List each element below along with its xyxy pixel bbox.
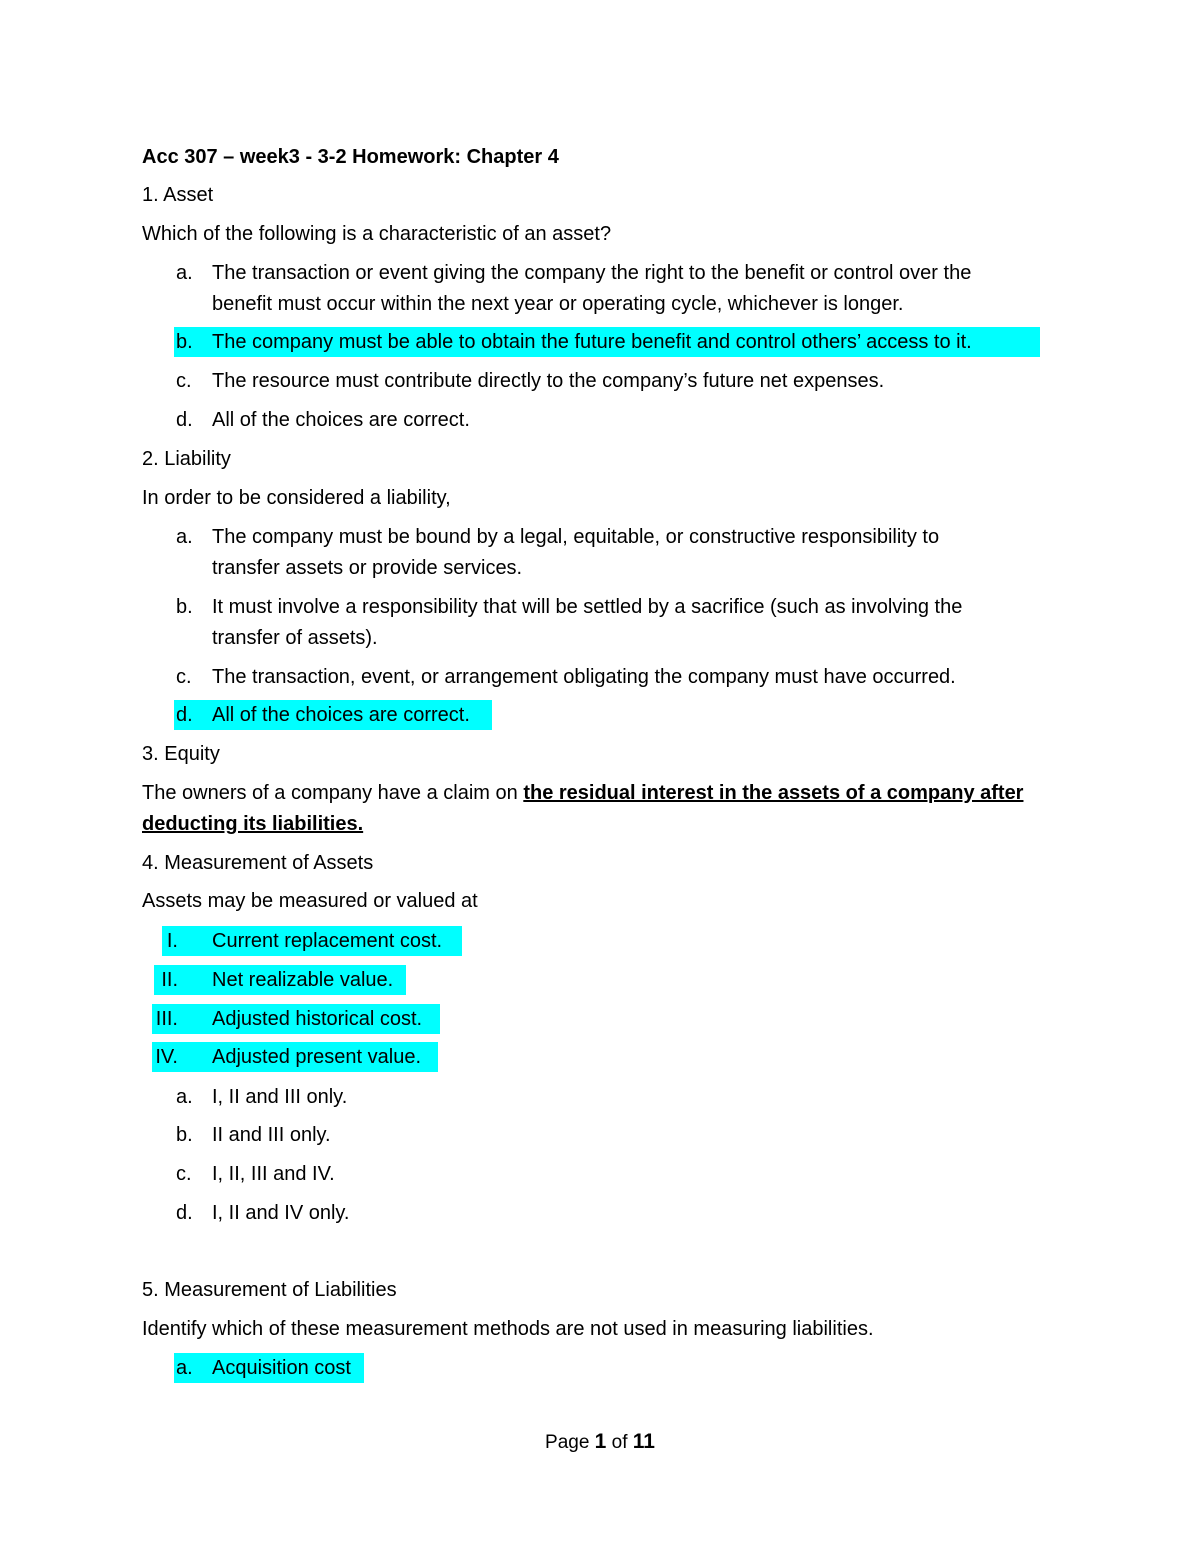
footer-middle: of xyxy=(606,1432,633,1453)
option-text: I, II and IV only. xyxy=(212,1202,350,1224)
q4-option-b xyxy=(142,1120,1072,1151)
q1-question: Which of the following is a characteristic of an asset? xyxy=(142,223,612,245)
option-text: All of the choices are correct. xyxy=(212,704,470,726)
roman-marker: III. xyxy=(155,1008,178,1030)
q5-question: Identify which of these measurement methods are not used in measuring liabilities. xyxy=(142,1318,874,1340)
option-marker: a. xyxy=(176,1086,193,1108)
q2-option-d xyxy=(142,700,1072,731)
q2-heading: 2. Liability xyxy=(142,448,231,470)
option-marker: d. xyxy=(176,409,193,431)
option-marker: b. xyxy=(176,596,193,618)
option-text: I, II and III only. xyxy=(212,1086,348,1108)
option-marker: c. xyxy=(176,370,192,392)
option-text-line2: transfer assets or provide services. xyxy=(212,557,523,579)
roman-text: Adjusted present value. xyxy=(212,1046,422,1068)
option-marker: b. xyxy=(176,331,193,353)
option-text: The transaction, event, or arrangement obligating the company must have occurred. xyxy=(212,666,956,688)
option-text-line2: transfer of assets). xyxy=(212,627,378,649)
page-footer xyxy=(0,1430,1200,1454)
option-marker: c. xyxy=(176,666,192,688)
q2-option-a xyxy=(142,522,1072,584)
option-marker: a. xyxy=(176,262,193,284)
q4-heading: 4. Measurement of Assets xyxy=(142,852,374,874)
q4-option-a xyxy=(142,1082,1072,1113)
q1-heading: 1. Asset xyxy=(142,184,214,206)
option-text: II and III only. xyxy=(212,1124,331,1146)
q4-roman-item xyxy=(142,965,1072,996)
option-marker: d. xyxy=(176,1202,193,1224)
q1-option-c xyxy=(142,366,1072,397)
option-marker: a. xyxy=(176,1357,193,1379)
option-text-line1: The company must be bound by a legal, equitable, or constructive responsibility to xyxy=(212,526,940,548)
footer-total-pages: 11 xyxy=(632,1430,655,1453)
document-title: Acc 307 – week3 - 3-2 Homework: Chapter 4 xyxy=(142,146,559,168)
option-text: The resource must contribute directly to the company’s future net expenses. xyxy=(212,370,885,392)
roman-marker: I. xyxy=(166,930,178,952)
q1-option-a xyxy=(142,258,1072,320)
option-marker: b. xyxy=(176,1124,193,1146)
option-text: I, II, III and IV. xyxy=(212,1163,335,1185)
option-text-line2: benefit must occur within the next year or operating cycle, whichever is longer. xyxy=(212,293,904,315)
roman-text: Adjusted historical cost. xyxy=(212,1008,423,1030)
option-text-line1: The transaction or event giving the company the right to the benefit or control over the xyxy=(212,262,972,284)
roman-marker: IV. xyxy=(155,1046,178,1068)
q1-option-d xyxy=(142,405,1072,436)
q3-answer-line2: deducting its liabilities. xyxy=(142,813,364,835)
option-marker: a. xyxy=(176,526,193,548)
q4-roman-item xyxy=(142,926,1072,957)
q4-option-c xyxy=(142,1159,1072,1190)
option-text: Acquisition cost xyxy=(212,1357,351,1379)
option-text-line1: It must involve a responsibility that will be settled by a sacrifice (such as involving the xyxy=(212,596,963,618)
q3-heading: 3. Equity xyxy=(142,743,220,765)
q3-question-prefix: The owners of a company have a claim on xyxy=(142,782,524,804)
roman-text: Current replacement cost. xyxy=(212,930,443,952)
option-text: The company must be able to obtain the future benefit and control others’ access to it. xyxy=(212,331,972,353)
roman-marker: II. xyxy=(161,969,178,991)
footer-prefix: Page xyxy=(545,1432,595,1453)
q5-heading: 5. Measurement of Liabilities xyxy=(142,1279,397,1301)
roman-text: Net realizable value. xyxy=(212,969,394,991)
q3-question xyxy=(142,779,1023,807)
q4-option-d xyxy=(142,1198,1072,1229)
q2-question: In order to be considered a liability, xyxy=(142,487,451,509)
q2-option-c xyxy=(142,662,1072,693)
option-marker: d. xyxy=(176,704,193,726)
option-marker: c. xyxy=(176,1163,192,1185)
q4-roman-item xyxy=(142,1004,1072,1035)
q3-answer-line1: the residual interest in the assets of a company after xyxy=(523,782,1024,804)
footer-current-page: 1 xyxy=(594,1430,607,1453)
q4-question: Assets may be measured or valued at xyxy=(142,890,478,912)
option-text: All of the choices are correct. xyxy=(212,409,470,431)
q2-option-b xyxy=(142,592,1072,654)
q5-option-a xyxy=(142,1353,1072,1384)
q1-option-b xyxy=(142,327,1072,358)
q4-roman-item xyxy=(142,1042,1072,1073)
